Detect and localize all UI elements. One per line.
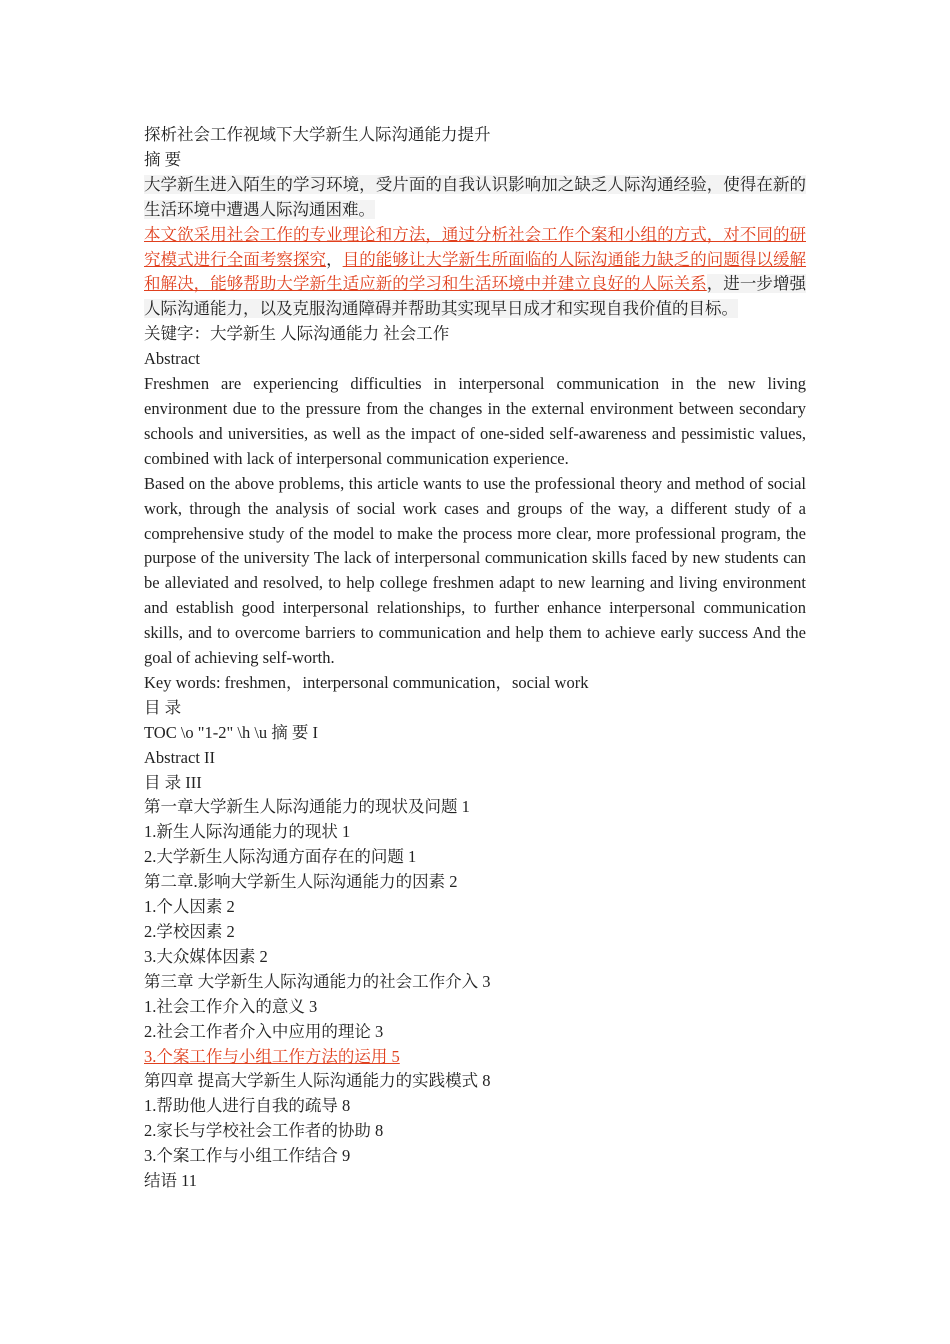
toc-heading: 目 录 [144,697,182,717]
toc-item[interactable]: 1.帮助他人进行自我的疏导 8 [144,1096,351,1116]
toc-item[interactable]: 3.大众媒体因素 2 [144,946,268,966]
document-body [144,123,806,1194]
toc-item[interactable]: 结语 11 [144,1171,198,1191]
toc-item[interactable]: 第二章.影响大学新生人际沟通能力的因素 2 [144,872,458,892]
abstract-cn-text-2: ，进一步增强人际沟通能力，以及克服沟通障碍并帮助其实现早日成才和实现自我价值的目标。 [144,274,807,319]
abstract-cn-separator: ， [326,249,343,269]
abstract-cn-link-1[interactable]: 本文欲采用社会工作的专业理论和方法，通过分析社会工作个案和小组的方式，对不同的研究模式进行全面考察探究 [144,224,806,269]
abstract-cn-heading: 摘 要 [144,149,182,169]
abstract-en-paragraph-2: Based on the above problems, this article wants to use the professional theory and method of social work, through the analysis of social work cases and groups of the way, a different study of a comprehensive study of the model to make the process more clear, more professional program, the purpose of the university The lack of interpersonal communication skills faced by new students can be alleviated and resolved, to help college freshmen adapt to new learning and living environment and establish good interpersonal relationships, to further enhance interpersonal communication skills, and to overcome barriers to communication and help them to achieve early success And the goal of achieving self-worth. [144,473,806,668]
abstract-en-heading: Abstract [144,349,200,369]
toc-item[interactable]: 第三章 大学新生人际沟通能力的社会工作介入 3 [144,971,491,991]
toc-link-text[interactable]: 3.个案工作与小组工作方法的运用 5 [144,1046,400,1066]
toc-item[interactable]: 2.社会工作者介入中应用的理论 3 [144,1021,384,1041]
toc-item[interactable]: 1.新生人际沟通能力的现状 1 [144,822,351,842]
abstract-en-paragraph-1: Freshmen are experiencing difficulties in interpersonal communication in the new living environment due to the pressure from the changes in the external environment between secondary schools and universities, as well as the impact of one-sided self-awareness and pessimistic values, combined with lack of interpersonal communication experience. [144,374,806,468]
toc-item[interactable]: 目 录 III [144,772,202,792]
toc-item[interactable]: 1.个人因素 2 [144,897,235,917]
abstract-cn-paragraph-2 [144,223,806,323]
abstract-cn-paragraph-1 [144,173,806,223]
toc-item-link[interactable] [144,1045,806,1070]
toc-item[interactable]: Abstract II [144,747,216,767]
abstract-cn-text-1: 大学新生进入陌生的学习环境，受片面的自我认识影响加之缺乏人际沟通经验，使得在新的生活环境中遭遇人际沟通困难。 [144,174,806,219]
toc-item[interactable]: 2.大学新生人际沟通方面存在的问题 1 [144,847,417,867]
document-title: 探析社会工作视域下大学新生人际沟通能力提升 [144,125,491,144]
toc-item[interactable]: 第四章 提高大学新生人际沟通能力的实践模式 8 [144,1071,491,1091]
toc-item[interactable]: 2.学校因素 2 [144,922,235,941]
toc-item[interactable]: TOC \o "1-2" \h \u 摘 要 I [144,722,319,742]
toc-item[interactable]: 第一章大学新生人际沟通能力的现状及问题 1 [144,797,470,817]
toc-item[interactable]: 1.社会工作介入的意义 3 [144,996,318,1016]
toc-item[interactable]: 3.个案工作与小组工作结合 9 [144,1146,351,1166]
keywords-en: Key words: freshmen，interpersonal communication，social work [144,672,589,692]
toc-item[interactable]: 2.家长与学校社会工作者的协助 8 [144,1121,384,1141]
keywords-cn: 关键字：大学新生 人际沟通能力 社会工作 [144,324,450,344]
abstract-cn-link-2[interactable]: 目的能够让大学新生所面临的人际沟通能力缺乏的问题得以缓解和解决，能够帮助大学新生适应新的学习和生活环境中并建立良好的人际关系 [144,249,807,294]
